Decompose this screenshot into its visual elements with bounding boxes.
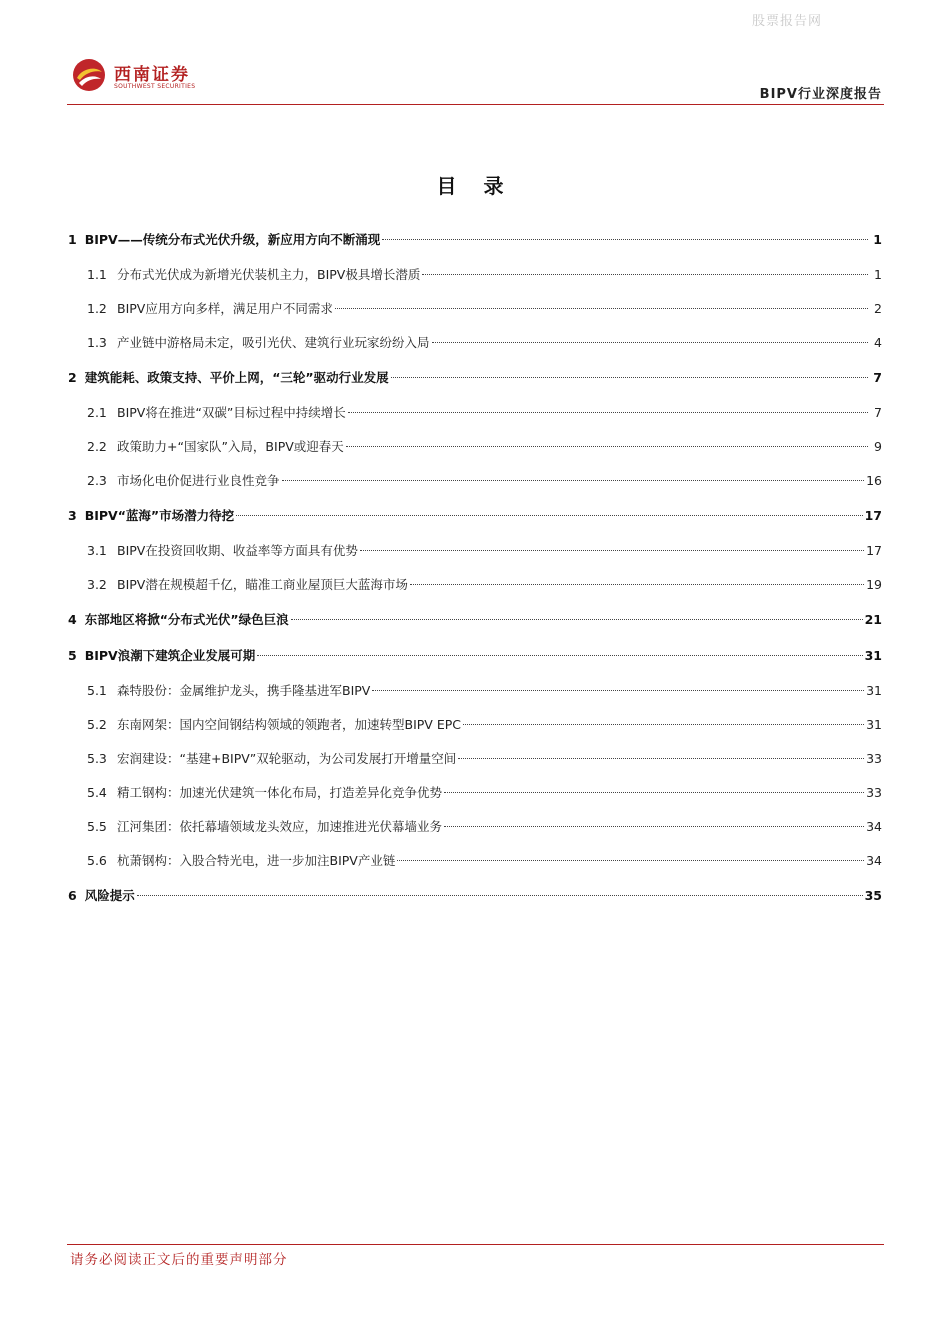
- toc-entry-number: 5.6: [87, 853, 107, 868]
- toc-entry-title: BIPV浪潮下建筑企业发展可期: [84, 648, 256, 663]
- toc-dot-leader: [444, 826, 864, 827]
- toc-entry-title: 宏润建设：“基建+BIPV”双轮驱动，为公司发展打开增量空间: [117, 751, 457, 766]
- toc-entry-number: 2: [68, 370, 77, 385]
- toc-entry-title: 产业链中游格局未定，吸引光伏、建筑行业玩家纷纷入局: [117, 335, 430, 350]
- toc-dot-leader: [391, 377, 868, 378]
- toc-page-number: 31: [866, 717, 882, 732]
- toc-entry-number: 1.2: [87, 301, 107, 316]
- toc-dot-leader: [410, 584, 864, 585]
- toc-page-number: 2: [874, 301, 882, 316]
- toc-entry-number: 1.1: [87, 267, 107, 282]
- toc-page-number: 7: [873, 370, 882, 385]
- toc-dot-leader: [282, 480, 865, 481]
- toc-entry-title: 森特股份：金属维护龙头，携手隆基进军BIPV: [117, 683, 371, 698]
- toc-chapter-entry[interactable]: [68, 222, 882, 258]
- toc-dot-leader: [348, 412, 868, 413]
- footer-divider: [67, 1244, 884, 1245]
- toc-dot-leader: [458, 758, 864, 759]
- toc-page-number: 33: [866, 751, 882, 766]
- toc-dot-leader: [382, 239, 868, 240]
- toc-entry-number: 5: [68, 648, 77, 663]
- toc-entry-title: 风险提示: [84, 888, 135, 903]
- toc-dot-leader: [257, 655, 862, 656]
- toc-entry-number: 2.1: [87, 405, 107, 420]
- toc-entry-title: 江河集团：依托幕墙领域龙头效应，加速推进光伏幕墙业务: [117, 819, 443, 834]
- toc-entry-number: 5.1: [87, 683, 107, 698]
- toc-page-number: 31: [864, 648, 882, 663]
- toc-section-entry[interactable]: [68, 776, 882, 810]
- toc-dot-leader: [360, 550, 864, 551]
- watermark-text: 股票报告网: [752, 14, 823, 29]
- toc-page-number: 1: [873, 232, 882, 247]
- toc-section-entry[interactable]: [68, 326, 882, 360]
- toc-page-number: 4: [874, 335, 882, 350]
- table-of-contents: [68, 222, 882, 914]
- toc-dot-leader: [335, 308, 868, 309]
- toc-page-number: 21: [864, 612, 882, 627]
- toc-dot-leader: [372, 690, 864, 691]
- toc-entry-number: 1.3: [87, 335, 107, 350]
- toc-entry-title: 精工钢构：加速光伏建筑一体化布局，打造差异化竞争优势: [117, 785, 443, 800]
- toc-page-number: 34: [866, 853, 882, 868]
- toc-entry-number: 2.2: [87, 439, 107, 454]
- toc-page-number: 1: [874, 267, 882, 282]
- toc-entry-title: 东南网架：国内空间钢结构领域的领跑者，加速转型BIPV EPC: [117, 717, 461, 732]
- toc-chapter-entry[interactable]: [68, 602, 882, 638]
- toc-chapter-entry[interactable]: [68, 360, 882, 396]
- toc-entry-number: 5.3: [87, 751, 107, 766]
- toc-page-number: 33: [866, 785, 882, 800]
- logo-emblem-icon: [72, 58, 106, 92]
- toc-page-number: 16: [866, 473, 882, 488]
- toc-entry-title: BIPV潜在规模超千亿，瞄准工商业屋顶巨大蓝海市场: [117, 577, 408, 592]
- toc-entry-number: 1: [68, 232, 77, 247]
- toc-chapter-entry[interactable]: [68, 498, 882, 534]
- toc-entry-title: 市场化电价促进行业良性竞争: [117, 473, 280, 488]
- toc-chapter-entry[interactable]: [68, 638, 882, 674]
- logo-chinese-name: 西南证券: [114, 65, 190, 85]
- toc-page-number: 31: [866, 683, 882, 698]
- toc-entry-title: 杭萧钢构：入股合特光电，进一步加注BIPV产业链: [117, 853, 396, 868]
- toc-dot-leader: [432, 342, 868, 343]
- toc-section-entry[interactable]: [68, 844, 882, 878]
- toc-entry-number: 6: [68, 888, 77, 903]
- toc-page-number: 9: [874, 439, 882, 454]
- toc-section-entry[interactable]: [68, 258, 882, 292]
- toc-entry-title: BIPV——传统分布式光伏升级，新应用方向不断涌现: [84, 232, 381, 247]
- toc-entry-number: 5.4: [87, 785, 107, 800]
- toc-page-number: 17: [866, 543, 882, 558]
- toc-section-entry[interactable]: [68, 430, 882, 464]
- toc-section-entry[interactable]: [68, 568, 882, 602]
- toc-section-entry[interactable]: [68, 396, 882, 430]
- company-logo: [72, 58, 212, 98]
- report-title: BIPV行业深度报告: [759, 87, 882, 102]
- toc-entry-number: 3.1: [87, 543, 107, 558]
- toc-entry-number: 5.5: [87, 819, 107, 834]
- toc-chapter-entry[interactable]: [68, 878, 882, 914]
- toc-page-number: 35: [864, 888, 882, 903]
- toc-entry-title: BIPV将在推进“双碳”目标过程中持续增长: [117, 405, 346, 420]
- toc-dot-leader: [236, 515, 862, 516]
- toc-entry-title: 政策助力+“国家队”入局，BIPV或迎春天: [117, 439, 344, 454]
- toc-section-entry[interactable]: [68, 292, 882, 326]
- toc-heading: 目 录: [436, 174, 514, 198]
- toc-dot-leader: [444, 792, 864, 793]
- toc-entry-number: 2.3: [87, 473, 107, 488]
- toc-entry-title: 建筑能耗、政策支持、平价上网，“三轮”驱动行业发展: [84, 370, 389, 385]
- toc-dot-leader: [463, 724, 864, 725]
- toc-entry-title: BIPV在投资回收期、收益率等方面具有优势: [117, 543, 358, 558]
- toc-dot-leader: [397, 860, 864, 861]
- toc-dot-leader: [137, 895, 863, 896]
- toc-dot-leader: [291, 619, 863, 620]
- toc-dot-leader: [346, 446, 868, 447]
- disclaimer-note: 请务必阅读正文后的重要声明部分: [70, 1252, 288, 1268]
- toc-dot-leader: [422, 274, 868, 275]
- toc-section-entry[interactable]: [68, 464, 882, 498]
- toc-entry-number: 5.2: [87, 717, 107, 732]
- toc-entry-title: BIPV应用方向多样，满足用户不同需求: [117, 301, 333, 316]
- toc-page-number: 34: [866, 819, 882, 834]
- toc-entry-title: 分布式光伏成为新增光伏装机主力，BIPV极具增长潜质: [117, 267, 421, 282]
- toc-page-number: 19: [866, 577, 882, 592]
- toc-section-entry[interactable]: [68, 534, 882, 568]
- toc-entry-number: 3: [68, 508, 77, 523]
- toc-entry-number: 4: [68, 612, 77, 627]
- logo-english-name: SOUTHWEST SECURITIES: [114, 83, 196, 90]
- toc-entry-title: BIPV“蓝海”市场潜力待挖: [84, 508, 235, 523]
- header-divider: [67, 104, 884, 105]
- toc-page-number: 7: [874, 405, 882, 420]
- toc-entry-title: 东部地区将掀“分布式光伏”绿色巨浪: [84, 612, 289, 627]
- toc-entry-number: 3.2: [87, 577, 107, 592]
- toc-section-entry[interactable]: [68, 674, 882, 708]
- toc-section-entry[interactable]: [68, 742, 882, 776]
- toc-page-number: 17: [864, 508, 882, 523]
- toc-section-entry[interactable]: [68, 708, 882, 742]
- toc-section-entry[interactable]: [68, 810, 882, 844]
